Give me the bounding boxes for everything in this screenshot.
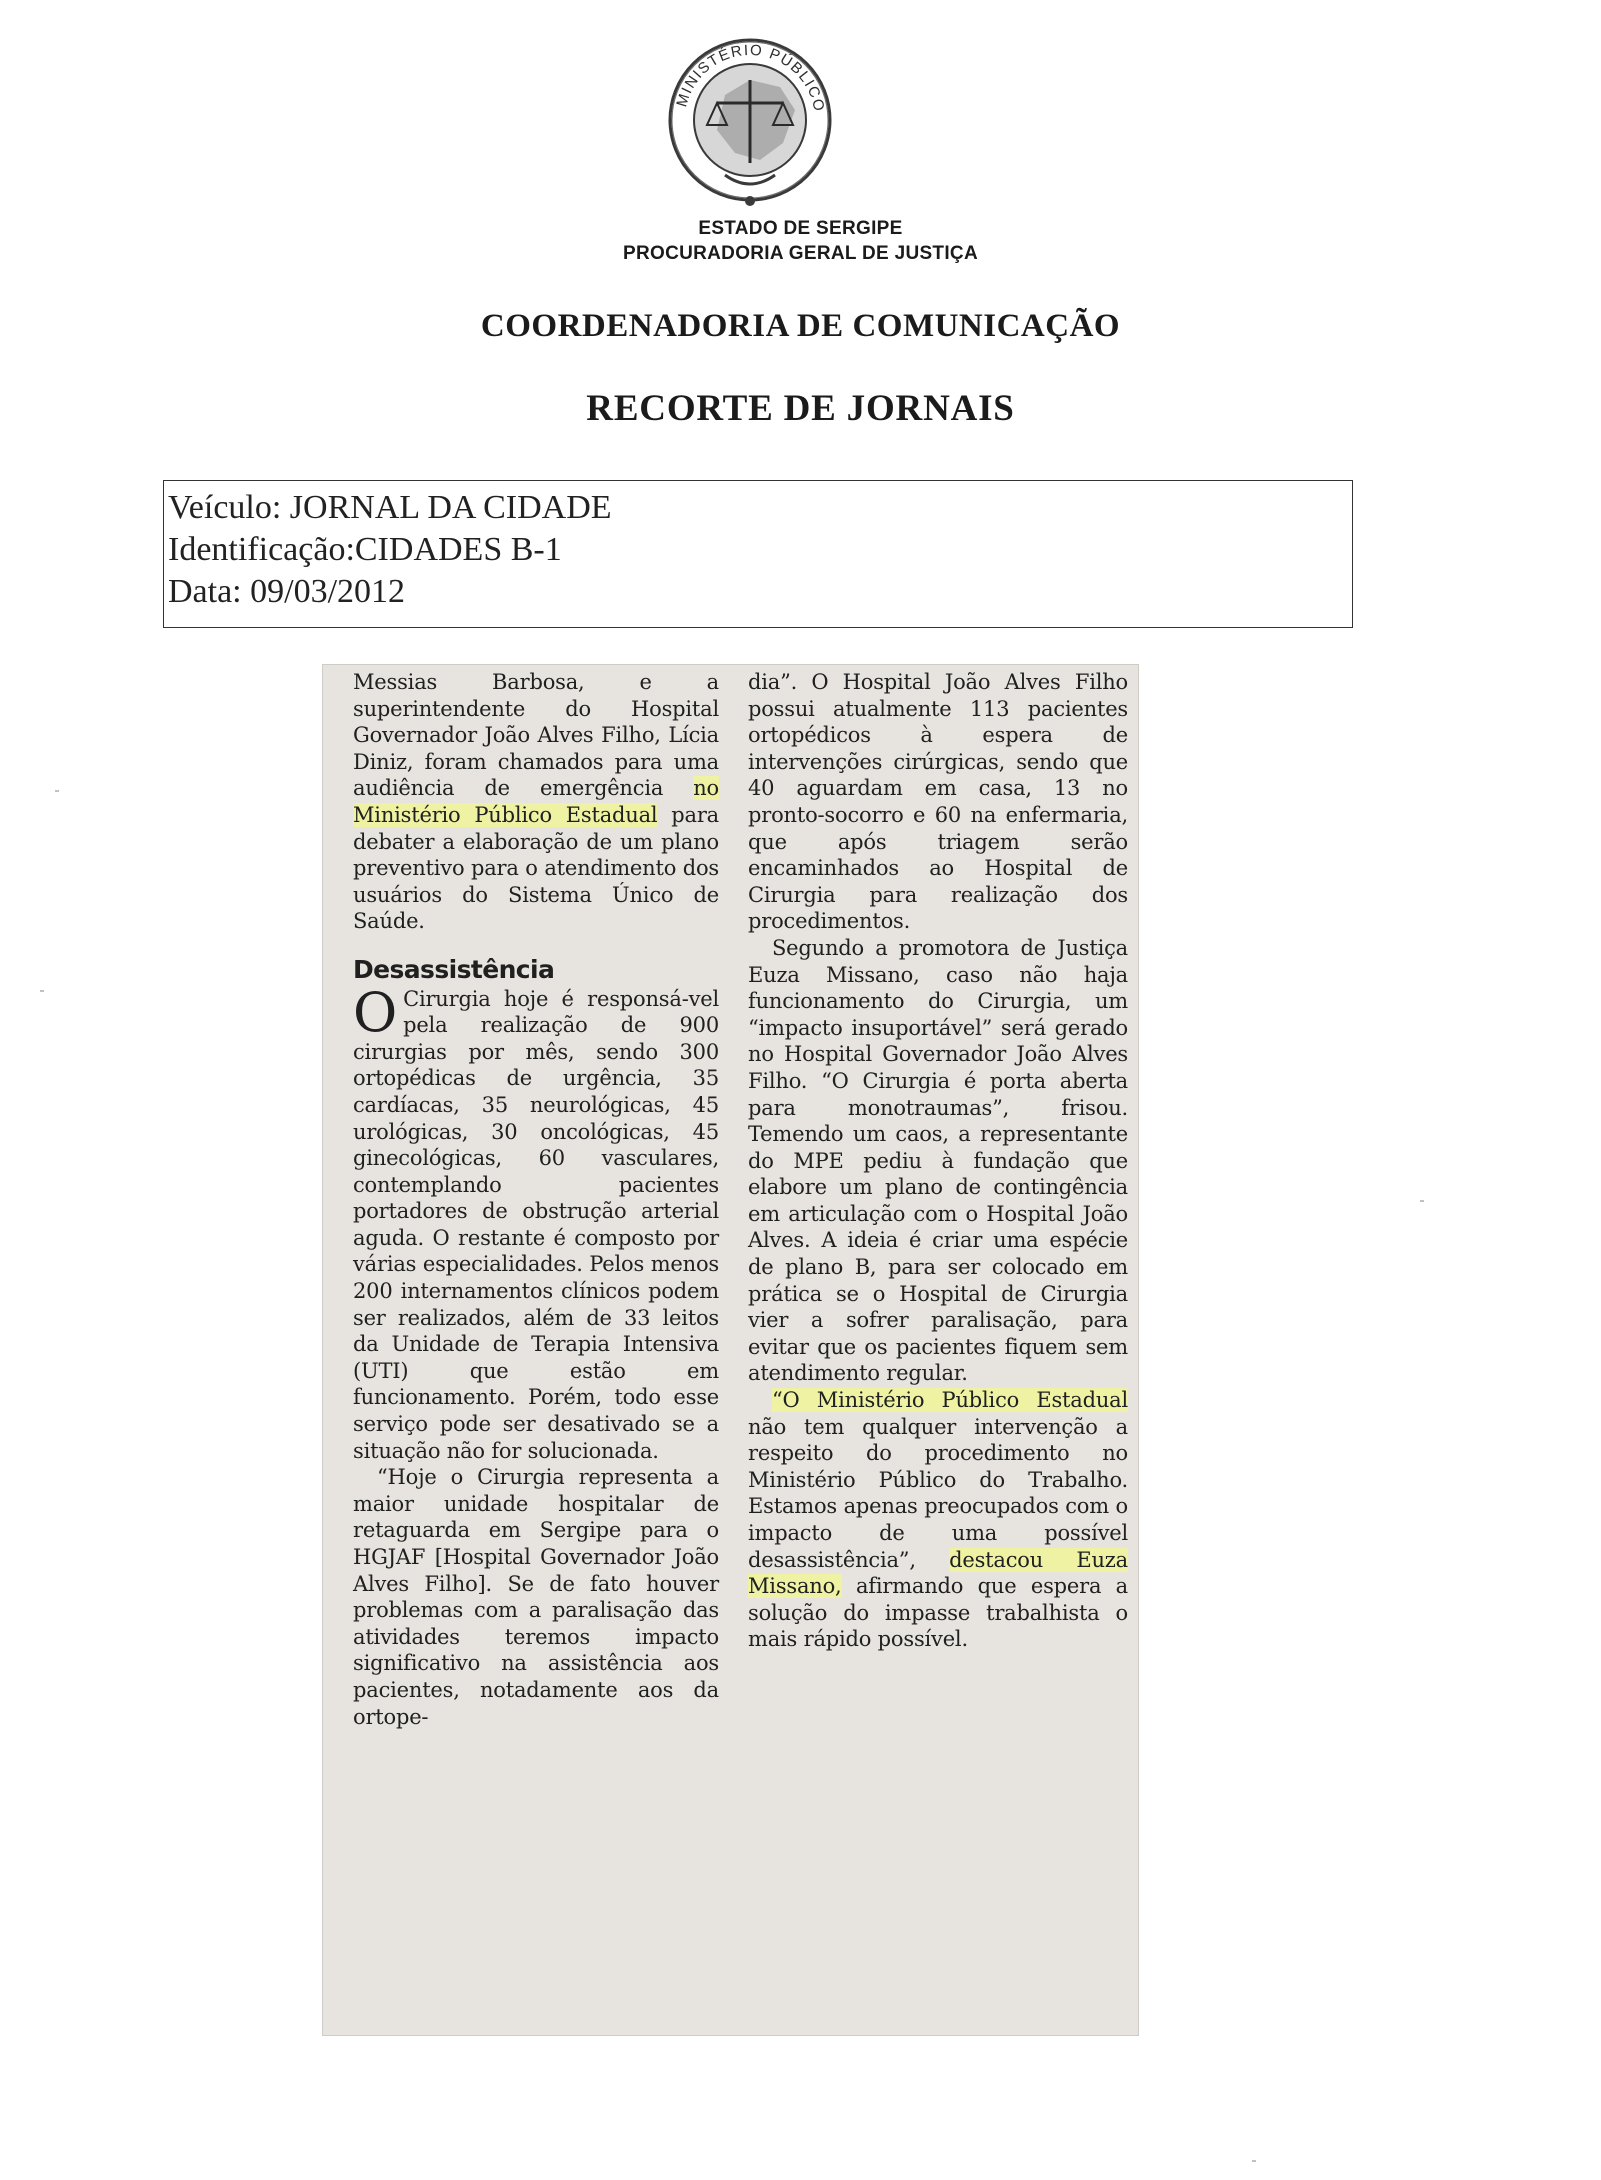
office-name: PROCURADORIA GERAL DE JUSTIÇA: [623, 243, 978, 264]
department-title: COORDENADORIA DE COMUNICAÇÃO: [480, 308, 1121, 344]
article-paragraph: Segundo a promotora de Justiça Euza Missano, caso não haja funcionamento do Cirurgia, um “impacto insuportável” será gerado no Hospital Governador João Alves Filho. “O Cirurgia é porta aberta para monotraumas”, frisou. Temendo um caos, a representante do MPE pediu à fundação que elabore um plano de contingência em articulação com o Hospital João Alves. A ideia é criar uma espécie de plano B, para ser colocado em prática se o Hospital de Cirurgia vier a sofrer paralisação, para evitar que os pacientes fiquem sem atendimento regular.: [748, 935, 1128, 1386]
highlighted-text: no Ministério Público Estadual: [353, 776, 719, 827]
clipping-info-box: [163, 480, 1353, 628]
article-paragraph: “Hoje o Cirurgia representa a maior unidade hospitalar de retaguarda em Sergipe para o HGJAF [Hospital Governador João Alves Filho]. Se de fato houver problemas com a paralisação das atividades teremos impacto significativo na assistência aos pacientes, notadamente aos da ortope-: [353, 1465, 719, 1729]
article-subheading: Desassistência: [353, 954, 555, 984]
article-column-left: [353, 669, 719, 1730]
svg-text:MINISTÉRIO PÚBLICO: MINISTÉRIO PÚBLICO: [673, 41, 828, 114]
article-paragraph: “O Ministério Público Estadual não tem qualquer intervenção a respeito do procedimento no Ministério Público do Trabalho. Estamos apenas preocupados com o impacto de uma possível desassistência”, destacou Euza Missano, afirmando que espera a solução do impasse trabalhista o mais rápido possível.: [748, 1388, 1128, 1652]
identification-line: Identificação:CIDADES B-1: [168, 531, 562, 568]
scan-speck: [40, 990, 44, 992]
newspaper-clipping: [323, 665, 1138, 2035]
vehicle-line: Veículo: JORNAL DA CIDADE: [168, 489, 612, 526]
scan-speck: [55, 790, 59, 792]
article-column-right: [748, 669, 1128, 1653]
article-paragraph: dia”. O Hospital João Alves Filho possui atualmente 113 pacientes ortopédicos à espera de intervenções cirúrgicas, sendo que 40 aguardam em casa, 13 no pronto-socorro e 60 na enfermaria, que após triagem serão encaminhados ao Hospital de Cirurgia para realização dos procedimentos.: [748, 670, 1128, 934]
state-name: ESTADO DE SERGIPE: [698, 218, 903, 239]
highlighted-text: “O Ministério Público Estadual: [772, 1388, 1128, 1413]
ministerio-publico-seal: [655, 25, 845, 210]
scan-speck: [1420, 1200, 1424, 1202]
drop-cap: O: [353, 980, 398, 1044]
article-paragraph: O Cirurgia hoje é responsá-vel pela realização de 900 cirurgias por mês, sendo 300 ortopédicas de urgência, 35 cardíacas, 35 neurológicas, 45 urológicas, 30 oncológicas, 45 ginecológicas, 60 vasculares, contemplando pacientes portadores de obstrução arterial aguda. O restante é composto por várias especialidades. Pelos menos 200 internamentos clínicos podem ser realizados, além de 33 leitos da Unidade de Terapia Intensiva (UTI) que estão em funcionamento. Porém, todo esse serviço pode ser desativado se a situação não for solucionada.: [353, 980, 719, 1463]
date-line: Data: 09/03/2012: [168, 573, 406, 610]
scan-speck: [1252, 2160, 1256, 2162]
page-title: RECORTE DE JORNAIS: [586, 388, 1015, 429]
article-paragraph: Messias Barbosa, e a superintendente do Hospital Governador João Alves Filho, Lícia Diniz, foram chamados para uma audiência de emergência no Ministério Público Estadual para debater a elaboração de um plano preventivo para o atendimento dos usuários do Sistema Único de Saúde.: [353, 670, 719, 934]
highlighted-text: destacou Euza Missano,: [748, 1547, 1128, 1599]
